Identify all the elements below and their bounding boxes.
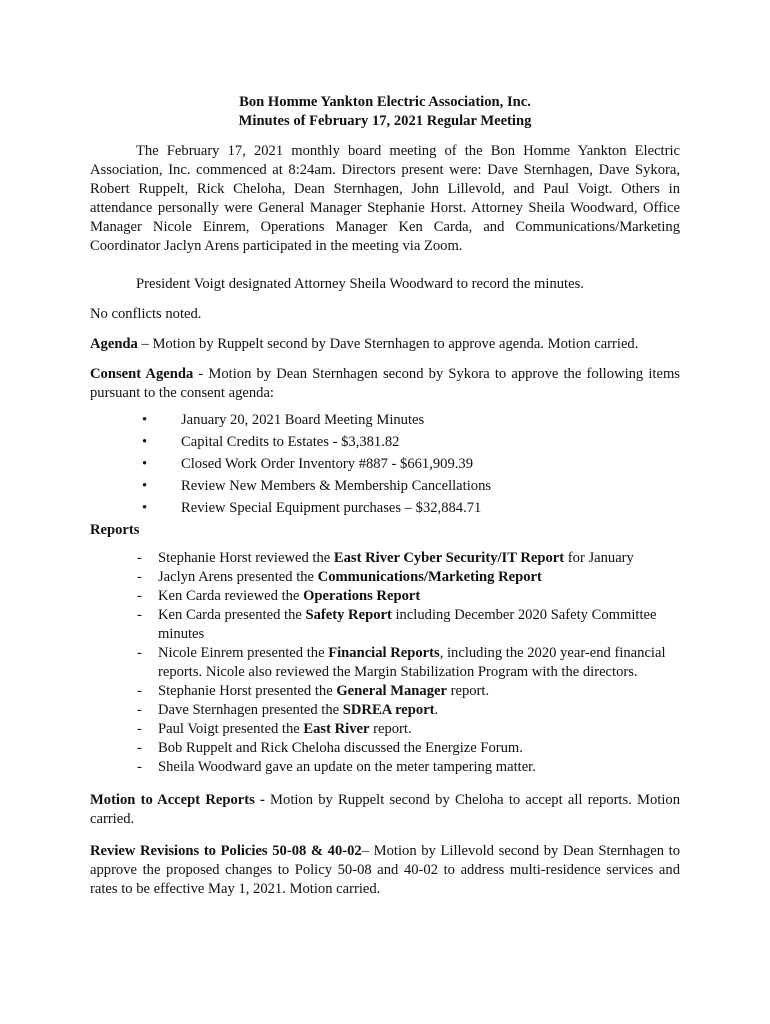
report-item: - Sheila Woodward gave an update on the meter tampering matter. <box>137 759 536 775</box>
consent-item: • Review New Members & Membership Cancellations <box>142 478 492 494</box>
dash-icon: - <box>137 645 142 661</box>
consent-agenda-label: Consent Agenda <box>90 366 194 382</box>
consent-item: • January 20, 2021 Board Meeting Minutes <box>142 412 425 428</box>
dash-icon: - <box>137 588 142 604</box>
consent-agenda-list <box>90 411 680 518</box>
conflicts-paragraph: No conflicts noted. <box>90 306 202 322</box>
intro-paragraph: The February 17, 2021 monthly board meeting of the Bon Homme Yankton Electric Association, Inc. commenced at 8:24am. Directors present were: Dave Sternhagen, Dave Sykora, Robert Ruppelt, Rick Cheloha, Dean Sternhagen, John Lillevold, and Paul Voigt. Others in attendance personally were General Manager Stephanie Horst. Attorney Sheila Woodward, Office Manager Nicole Einrem, Operations Manager Ken Carda, and Communications/Marketing Coordinator Jaclyn Arens participated in the meeting via Zoom. <box>90 143 680 254</box>
minutes-title: Minutes of February 17, 2021 Regular Meeting <box>238 113 532 129</box>
consent-agenda-paragraph <box>90 365 680 403</box>
report-item: - Jaclyn Arens presented the Communications/Marketing Report <box>137 569 542 585</box>
agenda-text: – Motion by Ruppelt second by Dave Sternhagen to approve agenda. Motion carried. <box>137 336 639 352</box>
dash-icon: - <box>137 721 142 737</box>
accept-reports-paragraph <box>90 791 680 829</box>
reports-heading: Reports <box>90 522 140 538</box>
minutes-body <box>90 93 680 899</box>
dash-icon: - <box>137 759 142 775</box>
consent-item: • Review Special Equipment purchases – $32,884.71 <box>142 500 482 516</box>
policies-text: – Motion by Lillevold second by Dean Sternhagen to approve the proposed changes to Policy 50-08 and 40-02 to address multi-residence services and rates to be effective May 1, 2021. Motion carried. <box>90 843 680 897</box>
dash-icon: - <box>137 607 142 623</box>
bullet-icon: • <box>142 500 148 516</box>
accept-reports-text: Motion by Ruppelt second by Cheloha to accept all reports. Motion carried. <box>90 792 681 827</box>
accept-reports-label: Motion to Accept Reports - <box>90 792 265 808</box>
report-item: - Ken Carda reviewed the Operations Report <box>137 588 421 604</box>
bullet-icon: • <box>142 456 148 472</box>
report-item: - Stephanie Horst presented the General Manager report. <box>137 683 490 699</box>
designation-paragraph: President Voigt designated Attorney Sheila Woodward to record the minutes. <box>136 276 584 292</box>
agenda-paragraph <box>90 335 680 354</box>
report-item: - Ken Carda presented the Safety Report including December 2020 Safety Committee minutes <box>137 607 657 642</box>
dash-icon: - <box>137 683 142 699</box>
bullet-icon: • <box>142 434 148 450</box>
report-item: - Paul Voigt presented the East River report. <box>137 721 412 737</box>
dash-icon: - <box>137 569 142 585</box>
consent-agenda-text: - Motion by Dean Sternhagen second by Sykora to approve the following items pursuant to the consent agenda: <box>90 366 680 401</box>
bullet-icon: • <box>142 412 148 428</box>
policies-paragraph <box>90 842 680 899</box>
dash-icon: - <box>137 740 142 756</box>
consent-item: • Closed Work Order Inventory #887 - $661,909.39 <box>142 456 474 472</box>
organization-name: Bon Homme Yankton Electric Association, Inc. <box>239 94 531 110</box>
report-item: - Dave Sternhagen presented the SDREA report. <box>137 702 439 718</box>
report-item: - Stephanie Horst reviewed the East River Cyber Security/IT Report for January <box>137 550 634 566</box>
policies-label: Review Revisions to Policies 50-08 & 40-02 <box>90 843 362 859</box>
dash-icon: - <box>137 702 142 718</box>
agenda-label: Agenda <box>90 336 138 352</box>
dash-icon: - <box>137 550 142 566</box>
report-item: - Nicole Einrem presented the Financial Reports, including the 2020 year-end financial reports. Nicole also reviewed the Margin Stabilization Program with the directors. <box>137 645 666 680</box>
bullet-icon: • <box>142 478 148 494</box>
report-item: - Bob Ruppelt and Rick Cheloha discussed the Energize Forum. <box>137 740 523 756</box>
consent-item: • Capital Credits to Estates - $3,381.82 <box>142 434 400 450</box>
reports-list <box>90 549 680 777</box>
